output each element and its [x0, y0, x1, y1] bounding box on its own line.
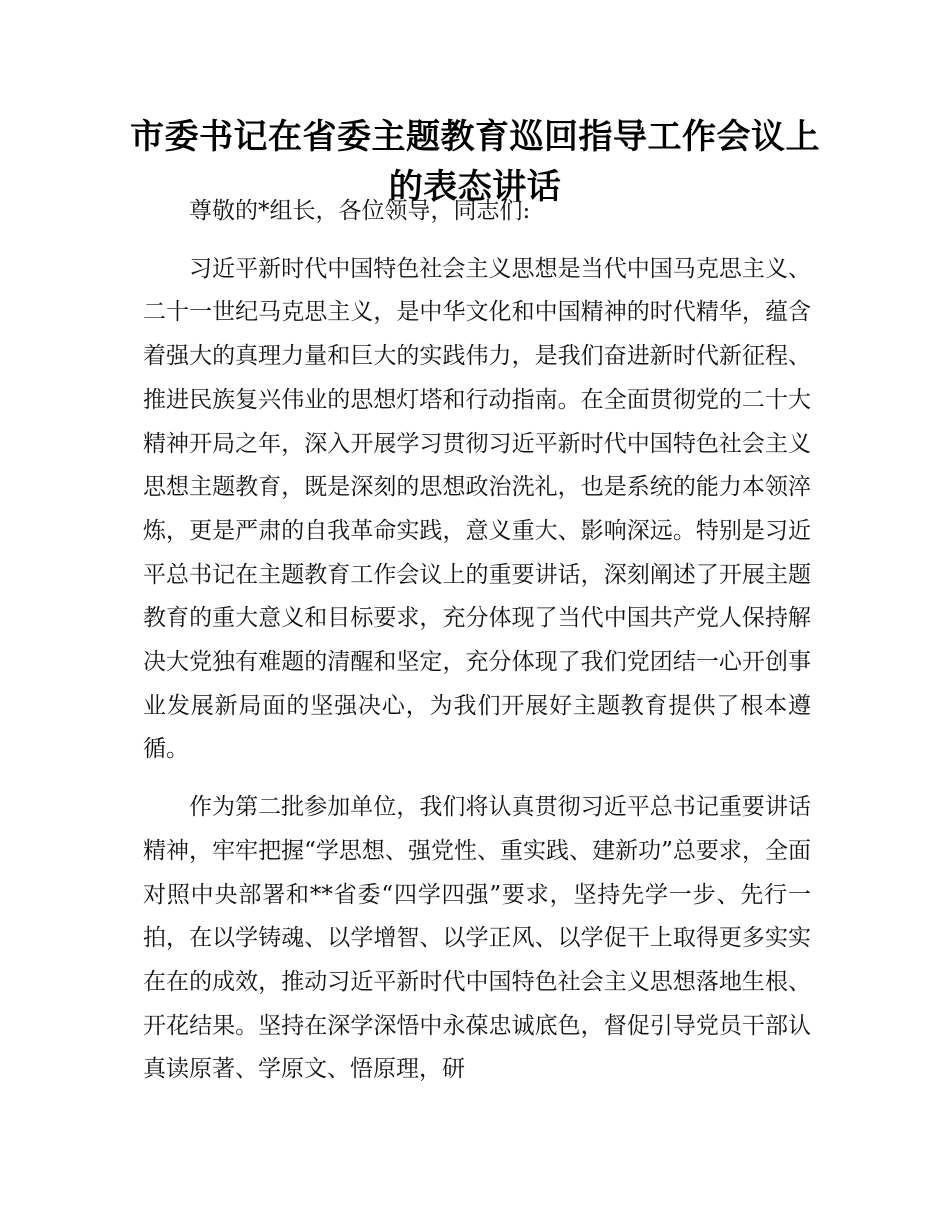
paragraph-2: 作为第二批参加单位，我们将认真贯彻习近平总书记重要讲话精神，牢牢把握“学思想、强党性、重实践、建新功”总要求，全面对照中央部署和**省委“四学四强”要求，坚持先学一步、先行一拍，在以学铸魂、以学增智、以学正风、以学促干上取得更多实实在在的成效，推动习近平新时代中国特色社会主义思想落地生根、开花结果。坚持在深学深悟中永葆忠诚底色，督促引导党员干部认真读原著、学原文、悟原理，研 [143, 794, 811, 1083]
paragraph-1: 习近平新时代中国特色社会主义思想是当代中国马克思主义、二十一世纪马克思主义，是中华文化和中国精神的时代精华，蕴含着强大的真理力量和巨大的实践伟力，是我们奋进新时代新征程、推进民族复兴伟业的思想灯塔和行动指南。在全面贯彻党的二十大精神开局之年，深入开展学习贯彻习近平新时代中国特色社会主义思想主题教育，既是深刻的思想政治洗礼，也是系统的能力本领淬炼，更是严肃的自我革命实践，意义重大、影响深远。特别是习近平总书记在主题教育工作会议上的重要讲话，深刻阐述了开展主题教育的重大意义和目标要求，充分体现了当代中国共产党人保持解决大党独有难题的清醒和坚定，充分体现了我们党团结一心开创事业发展新局面的坚强决心，为我们开展好主题教育提供了根本遵循。 [143, 255, 811, 763]
document-title: 市委书记在省委主题教育巡回指导工作会议上的表态讲话 [130, 117, 820, 207]
document-body [143, 190, 811, 1106]
salutation: 尊敬的*组长，各位领导，同志们: [189, 198, 531, 224]
